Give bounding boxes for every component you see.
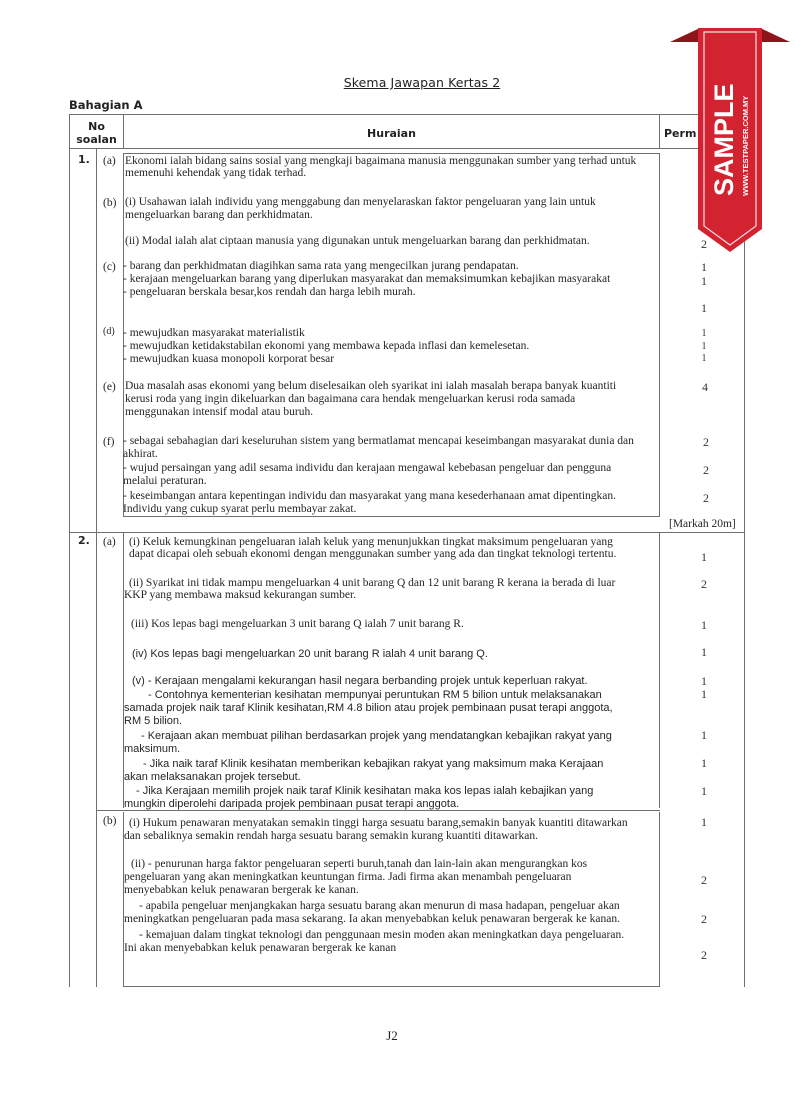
mark-2a-v5: 1: [701, 784, 707, 798]
part-label-1a: (a): [103, 155, 116, 167]
answer-1c-line2: - kerajaan mengeluarkan barang yang diperlukan masyarakat dan memaksimumkan kebajikan masyarakat: [123, 273, 611, 285]
answer-1e-line1: Dua masalah asas ekonomi yang belum diselesaikan oleh syarikat ini ialah masalah berapa banyak kuantiti: [125, 380, 617, 392]
header-no-soalan: [70, 120, 123, 146]
answer-2a-iv: (iv) Kos lepas bagi mengeluarkan 20 unit barang R ialah 4 unit barang Q.: [132, 648, 488, 660]
answer-2b-ii3-line2: Ini akan menyebabkan keluk penawaran bergerak ke kanan: [124, 942, 397, 954]
watermark-text: SAMPLE: [709, 83, 739, 196]
mark-1d-1: 1: [701, 328, 707, 339]
answer-1f-p3-line1: - keseimbangan antara kepentingan individu dan masyarakat yang mana kesederhanaan amat dipentingkan.: [123, 490, 617, 502]
answer-2a-v5-line1: - Jika Kerajaan memilih projek naik taraf Klinik kesihatan maka kos lepas ialah kebajikan yang: [136, 785, 594, 797]
answer-1b-ii: (ii) Modal ialah alat ciptaan manusia yang digunakan untuk mengeluarkan barang dan perkhidmatan.: [125, 235, 590, 247]
header-no: No: [88, 120, 105, 133]
answer-2a-v4-line2: akan melaksanakan projek tersebut.: [124, 771, 301, 783]
document-title: Skema Jawapan Kertas 2: [343, 75, 501, 90]
mark-2b-ii1: 2: [701, 873, 707, 887]
part-label-2a: (a): [103, 536, 116, 548]
answer-1f-p2-line1: - wujud persaingan yang adil sesama individu dan kerajaan mengawal kebebasan pengeluar dan pengguna: [123, 462, 612, 474]
part-label-1b: (b): [103, 197, 117, 209]
total-marks-q1: [Markah 20m]: [669, 518, 736, 530]
answer-1f-p1-line1: - sebagai sebahagian dari keseluruhan sistem yang bermatlamat mencapai keseimbangan masyarakat dunia dan: [123, 435, 634, 447]
answer-2b-ii3-line1: - kemajuan dalam tingkat teknologi dan penggunaan mesin moden akan meningkatkan daya pengeluaran.: [139, 929, 625, 941]
header-markah: Perm: [664, 127, 697, 140]
answer-2a-v5-line2: mungkin diperolehi daripada projek pembinaan pusat terapi anggota.: [124, 798, 460, 810]
header-huraian: Huraian: [367, 127, 416, 140]
part-label-2b: (b): [103, 815, 117, 827]
answer-2a-v2-line3: RM 5 bilion.: [124, 715, 183, 727]
mark-2b-ii3: 2: [701, 948, 707, 962]
mark-1c-1: 1: [701, 260, 707, 274]
answer-1b-i-line2: mengeluarkan barang dan perkhidmatan.: [125, 209, 313, 221]
answer-2a-v4-line1: - Jika naik taraf Klinik kesihatan memberikan kebajikan rakyat yang maksimum maka Kerajaan: [143, 758, 604, 770]
mark-1b-ii: 2: [701, 237, 707, 251]
mark-2a-iii: 1: [701, 618, 707, 632]
answer-1f-p1-line2: akhirat.: [123, 448, 158, 460]
answer-1a-line2: memenuhi kehendak yang tidak terhad.: [125, 167, 307, 179]
mark-2a-iv: 1: [701, 645, 707, 659]
answer-2a-i-line1: (i) Keluk kemungkinan pengeluaran ialah keluk yang menunjukkan tingkat maksimum pengeluaran yang: [129, 536, 613, 548]
mark-2a-v3: 1: [701, 728, 707, 742]
answer-2a-iii: (iii) Kos lepas bagi mengeluarkan 3 unit barang Q ialah 7 unit barang R.: [131, 618, 464, 630]
answer-2b-i-line1: (i) Hukum penawaran menyatakan semakin tinggi harga sesuatu barang,semakin banyak kuantiti ditawarkan: [129, 817, 628, 829]
answer-2b-ii1-line1: (ii) - penurunan harga faktor pengeluaran seperti buruh,tanah dan lain-lain akan mengurangkan kos: [131, 858, 588, 870]
section-label: Bahagian A: [69, 98, 143, 112]
answer-2b-ii2-line2: meningkatkan pengeluaran pada masa sekarang. Ia akan menyebabkan keluk penawaran bergerak ke kanan.: [124, 913, 620, 925]
mark-2a-v2: 1: [701, 687, 707, 701]
answer-1c-line3: - pengeluaran berskala besar,kos rendah dan harga lebih murah.: [123, 286, 416, 298]
mark-2a-v1: 1: [701, 674, 707, 688]
answer-1b-i-line1: (i) Usahawan ialah individu yang menggabung dan menyelaraskan faktor pengeluaran yang lain untuk: [125, 196, 596, 208]
answer-2a-v1: (v) - Kerajaan mengalami kekurangan hasil negara berbanding projek untuk keperluan rakyat.: [132, 675, 588, 687]
mark-2b-ii2: 2: [701, 912, 707, 926]
header-soalan: soalan: [76, 133, 117, 146]
part-label-1f: (f): [103, 436, 115, 448]
answer-2b-ii2-line1: - apabila pengeluar menjangkakan harga sesuatu barang akan menurun di masa hadapan, pengeluar akan: [139, 900, 620, 912]
answer-1e-line2: kerusi roda yang ingin dikeluarkan dan bagaimana cara hendak mengeluarkan kerusi roda samada: [125, 393, 576, 405]
mark-2b-i: 1: [701, 815, 707, 829]
question-number-2: 2.: [78, 534, 90, 547]
page-footer: J2: [386, 1028, 398, 1043]
mark-1f-1: 2: [703, 435, 709, 449]
answer-2b-ii1-line2: pengeluaran yang akan meningkatkan keuntungan firma. Jadi firma akan menambah pengeluaran: [124, 871, 572, 883]
sample-ribbon-watermark: [670, 24, 790, 259]
watermark-url: WWW.TESTPAPER.COM.MY: [741, 95, 750, 196]
answer-1a-line1: Ekonomi ialah bidang sains sosial yang mengkaji bagaimana manusia menggunakan sumber yang terhad untuk: [125, 155, 637, 167]
answer-2a-v3-line2: maksimum.: [124, 743, 181, 755]
answer-1f-p2-line2: melalui peraturan.: [123, 475, 207, 487]
mark-1c-2: 1: [701, 274, 707, 288]
answer-1e-line3: menggunakan intensif modal atau buruh.: [125, 406, 314, 418]
answer-1f-p3-line2: Individu yang cukup syarat perlu membayar zakat.: [123, 503, 357, 515]
part-label-1c: (c): [103, 261, 116, 273]
answer-2a-v2-line2: samada projek naik taraf Klinik kesihatan,RM 4.8 bilion atau projek pembinaan pusat terapi anggota,: [124, 702, 613, 714]
answer-2b-ii1-line3: menyebabkan keluk penawaran bergerak ke kanan.: [124, 884, 359, 896]
answer-2b-i-line2: dan sebaliknya semakin rendah harga sesuatu barang semakin kurang kuantiti ditawarkan.: [124, 830, 538, 842]
answer-1c-line1: - barang dan perkhidmatan diagihkan sama rata yang mengecilkan jurang pendapatan.: [123, 260, 519, 272]
mark-2a-v4: 1: [701, 756, 707, 770]
mark-1d-3: 1: [701, 353, 707, 364]
answer-2a-ii-line2: KKP yang membawa maksud kekurangan sumber.: [124, 589, 357, 601]
answer-2a-v3-line1: - Kerajaan akan membuat pilihan berdasarkan projek yang mendatangkan kebajikan rakyat yang: [141, 730, 612, 742]
answer-1d-line2: - mewujudkan ketidakstabilan ekonomi yang membawa kepada inflasi dan kemelesetan.: [123, 340, 530, 352]
mark-2a-ii: 2: [701, 577, 707, 591]
answer-2a-ii-line1: (ii) Syarikat ini tidak mampu mengeluarkan 4 unit barang Q dan 12 unit barang R kerana ia berada di luar: [129, 577, 616, 589]
mark-1d-2: 1: [701, 341, 707, 352]
answer-1d-line1: - mewujudkan masyarakat materialistik: [123, 327, 305, 339]
part-label-1e: (e): [103, 381, 116, 393]
answer-2a-v2-line1: - Contohnya kementerian kesihatan mempunyai peruntukan RM 5 bilion untuk melaksanakan: [148, 689, 602, 701]
question-number-1: 1.: [78, 153, 90, 166]
mark-2a-i: 1: [701, 550, 707, 564]
mark-1f-2: 2: [703, 463, 709, 477]
answer-1d-line3: - mewujudkan kuasa monopoli korporat besar: [123, 353, 335, 365]
part-label-1d: (d): [103, 326, 115, 337]
mark-1f-3: 2: [703, 491, 709, 505]
mark-1e: 4: [702, 380, 708, 394]
mark-1c-3: 1: [701, 301, 707, 315]
answer-2a-i-line2: dapat dicapai oleh sebuah ekonomi dengan menggunakan sumber yang ada dan tingkat teknologi tertentu.: [129, 548, 617, 560]
